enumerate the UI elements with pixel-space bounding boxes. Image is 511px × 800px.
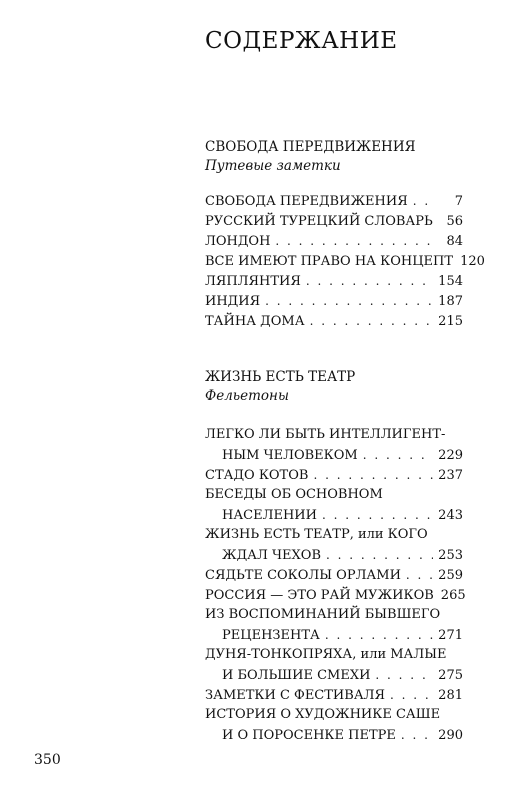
dot-leader xyxy=(306,271,433,291)
toc-entry-page: 7 xyxy=(454,194,463,209)
toc-entry-title: И О ПОРОСЕНКЕ ПЕТРЕ xyxy=(222,728,396,743)
toc-entry xyxy=(205,725,463,745)
toc-entry-title: СВОБОДА ПЕРЕДВИЖЕНИЯ xyxy=(205,194,408,209)
dot-leader xyxy=(413,191,433,211)
toc-entry-title: ЛОНДОН xyxy=(205,234,271,249)
toc-entry-page: 253 xyxy=(438,548,463,563)
toc-entry-page: 290 xyxy=(438,728,463,743)
toc-entry xyxy=(205,685,463,705)
page-title: СОДЕРЖАНИЕ xyxy=(205,28,398,54)
toc-entry-page: 229 xyxy=(438,448,463,463)
toc-entry-page: 154 xyxy=(438,274,463,289)
toc-entry xyxy=(205,191,463,211)
dot-leader xyxy=(375,665,433,685)
toc-entry-title: СЯДЬТЕ СОКОЛЫ ОРЛАМИ xyxy=(205,568,401,583)
section-subtitle: Путевые заметки xyxy=(205,158,341,174)
section-heading: ЖИЗНЬ ЕСТЬ ТЕАТР xyxy=(205,369,356,385)
toc-entry-title: ВСЕ ИМЕЮТ ПРАВО НА КОНЦЕПТ xyxy=(205,254,454,269)
toc-entry-title: РЕЦЕНЗЕНТА xyxy=(222,628,320,643)
toc-entry-page: 259 xyxy=(438,568,463,583)
section-subtitle: Фельетоны xyxy=(205,388,289,404)
toc-entry xyxy=(205,311,463,331)
toc-entry xyxy=(205,445,463,465)
toc-entry-title-line1: ЛЕГКО ЛИ БЫТЬ ИНТЕЛЛИГЕНТ- xyxy=(205,427,446,442)
toc-entry-title-line1: ИЗ ВОСПОМИНАНИЙ БЫВШЕГО xyxy=(205,607,441,622)
toc-entry-page: 265 xyxy=(440,588,466,603)
toc-entry-page: 271 xyxy=(438,628,463,643)
dot-leader xyxy=(310,311,433,331)
toc-entry-title: ИНДИЯ xyxy=(205,294,261,309)
toc-entry-page: 237 xyxy=(438,468,463,483)
toc-entry-page: 275 xyxy=(438,668,463,683)
dot-leader xyxy=(390,685,433,705)
dot-leader xyxy=(313,465,433,485)
toc-entry-title-line1: ДУНЯ-ТОНКОПРЯХА, или МАЛЫЕ xyxy=(205,647,447,662)
toc-entry-title-line1: ЖИЗНЬ ЕСТЬ ТЕАТР, или КОГО xyxy=(205,527,428,542)
toc-entry xyxy=(205,505,463,525)
toc-entry-title: ЗАМЕТКИ С ФЕСТИВАЛЯ xyxy=(205,688,386,703)
toc-list xyxy=(205,191,485,331)
dot-leader xyxy=(401,725,433,745)
toc-entry-title: НЫМ ЧЕЛОВЕКОМ xyxy=(222,448,358,463)
toc-entry-title: ТАЙНА ДОМА xyxy=(205,314,305,329)
dot-leader xyxy=(406,565,433,585)
toc-entry xyxy=(205,565,463,585)
toc-entry xyxy=(205,271,463,291)
dot-leader xyxy=(363,445,433,465)
toc-entry-page: 243 xyxy=(438,508,463,523)
toc-entry xyxy=(205,251,485,271)
toc-entry-title: НАСЕЛЕНИИ xyxy=(222,508,317,523)
toc-list xyxy=(205,425,466,745)
toc-entry-title: СТАДО КОТОВ xyxy=(205,468,309,483)
toc-entry-page: 215 xyxy=(438,314,463,329)
dot-leader xyxy=(326,545,433,565)
dot-leader xyxy=(325,625,433,645)
toc-entry-page: 120 xyxy=(460,254,485,269)
toc-entry-title: РУССКИЙ ТУРЕЦКИЙ СЛОВАРЬ xyxy=(205,214,433,229)
page-number: 350 xyxy=(34,752,61,768)
toc-entry xyxy=(205,291,463,311)
toc-entry-title: РОССИЯ — ЭТО РАЙ МУЖИКОВ xyxy=(205,588,434,603)
toc-entry xyxy=(205,585,466,605)
toc-entry xyxy=(205,665,463,685)
toc-entry xyxy=(205,465,463,485)
dot-leader xyxy=(275,231,433,251)
section-travel-notes xyxy=(205,138,485,331)
toc-entry-title-line1: ИСТОРИЯ О ХУДОЖНИКЕ САШЕ xyxy=(205,707,441,722)
section-feuilletons xyxy=(205,368,466,745)
toc-entry xyxy=(205,545,463,565)
toc-entry-page: 281 xyxy=(438,688,463,703)
toc-entry xyxy=(205,231,463,251)
section-heading: СВОБОДА ПЕРЕДВИЖЕНИЯ xyxy=(205,139,416,155)
toc-entry-title: И БОЛЬШИЕ СМЕХИ xyxy=(222,668,371,683)
toc-entry-title-line1: БЕСЕДЫ ОБ ОСНОВНОМ xyxy=(205,487,383,502)
toc-entry-title: ЛЯПЛЯНТИЯ xyxy=(205,274,301,289)
dot-leader xyxy=(265,291,433,311)
toc-entry xyxy=(205,211,463,231)
toc-entry-page: 56 xyxy=(446,214,463,229)
toc-entry xyxy=(205,625,463,645)
toc-entry-title: ЖДАЛ ЧЕХОВ xyxy=(222,548,322,563)
toc-entry-page: 84 xyxy=(446,234,463,249)
dot-leader xyxy=(322,505,433,525)
toc-entry-page: 187 xyxy=(438,294,463,309)
